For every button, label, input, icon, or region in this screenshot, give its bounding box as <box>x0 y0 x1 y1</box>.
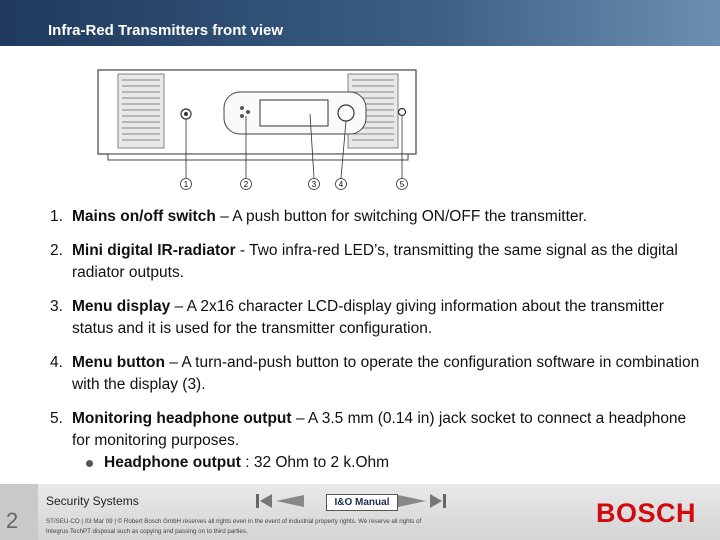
nav-last-icon[interactable] <box>430 494 446 508</box>
item-heading: Mains on/off switch <box>72 208 216 225</box>
slide-footer <box>0 484 720 540</box>
transmitter-front-view-figure <box>96 64 426 196</box>
headphone-jack-icon <box>399 109 406 116</box>
list-item: 4. Menu button – A turn-and-push button to operate the configuration software in combination with the display (3). <box>50 354 700 393</box>
item-heading: Menu display <box>72 298 171 315</box>
item-description: – A 3.5 mm (0.14 in) jack socket to connect a headphone for monitoring purposes. <box>72 410 687 449</box>
item-description: – A turn-and-push button to operate the configuration software in combination with the display (3). <box>72 354 700 393</box>
left-grille <box>118 74 164 148</box>
list-item: 3. Menu display – A 2x16 character LCD-display giving information about the transmitter status and it is used for the transmitter configuration. <box>50 298 664 337</box>
list-item: 5. Monitoring headphone output – A 3.5 mm (0.14 in) jack socket to connect a headphone for monitoring purposes. <box>50 410 687 449</box>
feature-list <box>50 206 705 464</box>
footer-page-tab <box>0 484 38 540</box>
footer-legal-line-1: ST/SEU-CO | 03 Mar 09 | © Robert Bosch GmbH reserves all rights even in the event of industrial property rights. We reserve all rights of <box>46 518 422 525</box>
nav-next-icon[interactable] <box>398 495 426 507</box>
item-description: - Two infra-red LED’s, transmitting the same signal as the digital radiator outputs. <box>72 242 678 281</box>
item-heading: Mini digital IR-radiator <box>72 242 236 259</box>
callout-3: 3 <box>311 180 317 189</box>
item-heading: Menu button <box>72 354 165 371</box>
bullet-dot-icon <box>86 460 93 467</box>
page-number: 2 <box>6 508 19 533</box>
nav-first-icon[interactable] <box>256 494 272 508</box>
section-label: Security Systems <box>46 494 139 508</box>
bosch-logo <box>596 498 706 528</box>
list-item: 1. Mains on/off switch – A push button for switching ON/OFF the transmitter. <box>50 208 588 225</box>
nav-previous-icon[interactable] <box>276 495 304 507</box>
logo-text: BOSCH <box>596 498 697 528</box>
slide-header <box>0 0 720 46</box>
callout-5: 5 <box>399 180 405 189</box>
spec-heading: Headphone output <box>104 454 241 471</box>
callout-4: 4 <box>338 180 344 189</box>
item-heading: Monitoring headphone output <box>72 410 292 427</box>
ir-led-icon <box>240 106 244 110</box>
list-item: 2. Mini digital IR-radiator - Two infra-red LED’s, transmitting the same signal as the digital radiator outputs. <box>50 242 678 281</box>
spec-value: : 32 Ohm to 2 k.Ohm <box>240 454 390 471</box>
lcd-display <box>260 100 328 126</box>
callout-2: 2 <box>243 180 249 189</box>
callout-1: 1 <box>183 180 189 189</box>
manual-badge: I&O Manual <box>326 494 398 511</box>
item-description: – A push button for switching ON/OFF the transmitter. <box>215 208 588 225</box>
item-description: – A 2x16 character LCD-display giving information about the transmitter status and it is used for the transmitter configuration. <box>72 298 664 337</box>
footer-legal-line-2: Integrus TechPT disposal such as copying and passing on to third parties. <box>46 528 248 535</box>
slide-title: Infra-Red Transmitters front view <box>48 22 284 39</box>
menu-knob-icon <box>338 105 354 121</box>
